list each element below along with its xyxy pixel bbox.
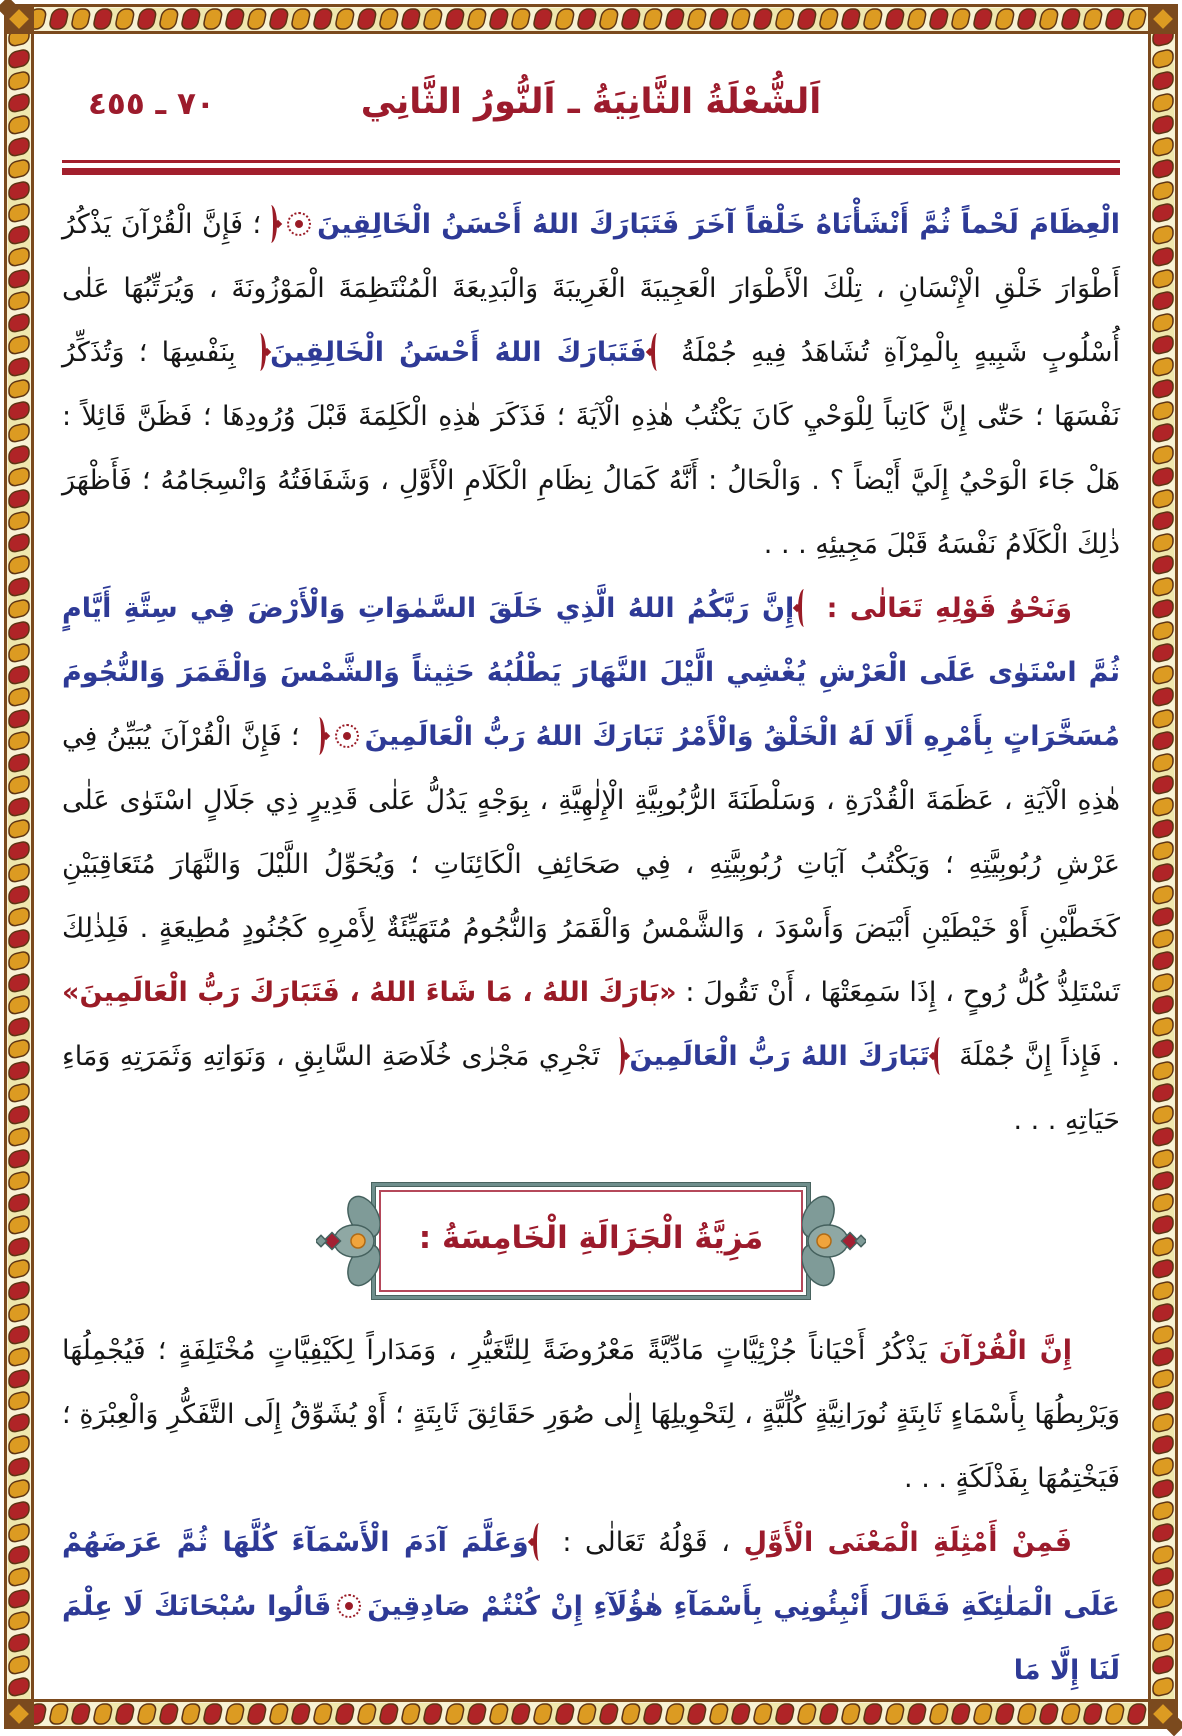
paragraph-2 [62, 577, 1120, 1153]
section-title-box [372, 1183, 810, 1299]
end-of-ayah-rosette-icon [337, 1594, 361, 1618]
page-title: اَلشُّعْلَةُ الثَّانِيَةُ ـ اَلنُّورُ الثَّانِي [360, 82, 822, 122]
ornate-bracket-open-icon [651, 333, 663, 371]
paragraph-1 [62, 193, 1120, 577]
ornate-bracket-close-icon [265, 205, 277, 243]
body-run: . فَإِذاً إِنَّ جُمْلَةَ [949, 1041, 1120, 1072]
paragraph-4 [62, 1511, 1120, 1703]
header-divider-rule [62, 160, 1120, 175]
border-bottom-chain [4, 1699, 1178, 1729]
body-run: ؛ فَإِنَّ الْقُرْآنَ يُبَيِّنُ فِي هٰذِهِ الْآيَةِ ، عَظَمَةَ الْقُدْرَةِ ، وَسَلْطَنَةَ الرُّبُوبِيَّةِ الْإِلٰهِيَّةِ ، بِوَجْهٍ يَدُلُّ عَلٰى قَدِيرٍ ذِي جَلَالٍ اسْتَوٰى عَلٰى عَرْشِ رُبُوبِيَّتِهِ ؛ وَيَكْتُبُ آيَاتِ رُبُوبِيَّتِهِ ، فِي صَحَائِفِ الْكَائِنَاتِ ؛ وَيُحَوِّلُ اللَّيْلَ وَالنَّهَارَ مُتَعَاقِبَيْنِ كَخَطَّيْنِ أَوْ خَيْطَيْنِ أَبْيَضَ وَأَسْوَدَ ، وَالشَّمْسُ وَالْقَمَرُ وَالنُّجُومُ مُتَهَيِّئَةٌ لِأَمْرِهِ كَجُنُودٍ مُطِيعَةٍ . فَلِذٰلِكَ تَسْتَلِذُّ كُلُّ رُوحٍ ، إِذَا سَمِعَتْهَا ، أَنْ تَقُولَ : [62, 721, 1120, 1008]
end-of-ayah-rosette-icon [287, 212, 311, 236]
floral-ornament-icon [802, 1187, 866, 1295]
ornate-bracket-close-icon [613, 1037, 625, 1075]
body-run: ، قَوْلُهُ تَعَالٰى : [548, 1527, 744, 1558]
ornate-bracket-close-icon [254, 333, 266, 371]
quran-verse: قَالُوا سُبْحَانَكَ لَا عِلْمَ لَنَا إِلَّا مَا [62, 1591, 1120, 1686]
quran-verse: تَبَارَكَ اللهُ رَبُّ الْعَالَمِينَ [629, 1041, 930, 1072]
border-corner-icon [4, 1699, 34, 1729]
body-run: بِنَفْسِهَا ؛ وَتُذَكِّرُ نَفْسَهَا ؛ حَتّٰى إِنَّ كَاتِباً لِلْوَحْيِ كَانَ يَكْتُبُ هٰذِهِ الْآيَةَ ؛ فَذَكَرَ هٰذِهِ الْكَلِمَةَ قَبْلَ وُرُودِهَا ؛ فَظَنَّ قَائِلاً : هَلْ جَاءَ الْوَحْيُ إِلَيَّ أَيْضاً ؟ . وَالْحَالُ : أَنَّهُ كَمَالُ نِظَامِ الْكَلَامِ الْأَوَّلِ ، وَشَفَافَتُهُ وَانْسِجَامُهُ ؛ فَأَظْهَرَ ذٰلِكَ الْكَلَامُ نَفْسَهُ قَبْلَ مَجِيئِهِ . . . [62, 337, 1120, 560]
quran-verse: فَتَبَارَكَ اللهُ أَحْسَنُ الْخَالِقِينَ [270, 337, 647, 368]
section-box-inner-frame [379, 1190, 803, 1292]
page-number: ٧٠ ـ ٤٥٥ [88, 86, 215, 122]
body-run: ؛ فَإِنَّ الْقُرْآنَ يَذْكُرُ أَطْوَارَ خَلْقِ الْإِنْسَانِ ، تِلْكَ الْأَطْوَارَ الْعَجِيبَةَ الْغَرِيبَةَ وَالْبَدِيعَةَ الْمُنْتَظِمَةَ الْمَوْزُونَةَ ، وَيُرَتِّبُهَا عَلٰى أُسْلُوبٍ شَبِيهٍ بِالْمِرْآةِ تُشَاهَدُ فِيهِ جُمْلَةُ [62, 209, 1120, 368]
quran-verse: الْعِظَامَ لَحْماً ثُمَّ أَنْشَأْنَاهُ خَلْقاً آخَرَ فَتَبَارَكَ اللهُ أَحْسَنُ الْخَالِقِينَ [317, 209, 1121, 240]
border-corner-icon [1148, 4, 1178, 34]
lead-in-red: إِنَّ الْقُرْآنَ [938, 1335, 1072, 1366]
body-text [62, 193, 1120, 1703]
page-header [62, 56, 1120, 152]
ornate-bracket-open-icon [934, 1037, 946, 1075]
invocation-quote: «بَارَكَ اللهُ ، مَا شَاءَ اللهُ ، فَتَبَارَكَ رَبُّ الْعَالَمِينَ» [62, 977, 677, 1008]
quran-verse: وَعَلَّمَ آدَمَ الْأَسْمَآءَ كُلَّهَا ثُمَّ عَرَضَهُمْ عَلَى الْمَلٰئِكَةِ فَقَالَ أَنْبِئُونِي بِأَسْمَآءِ هٰؤُلَآءِ إِنْ كُنْتُمْ صَادِقِينَ [62, 1527, 1121, 1622]
border-top-chain [4, 4, 1178, 34]
ornate-bracket-open-icon [533, 1523, 545, 1561]
lead-in-red: وَنَحْوُ قَوْلِهِ تَعَالٰى : [814, 593, 1072, 624]
body-run: تَجْرِي مَجْرٰى خُلَاصَةِ السَّابِقِ ، وَنَوَاتِهِ وَثَمَرَتِهِ وَمَاءِ حَيَاتِهِ . . . [62, 1041, 1120, 1136]
quran-verse: إِنَّ رَبَّكُمُ اللهُ الَّذِي خَلَقَ السَّمٰوَاتِ وَالْأَرْضَ فِي سِتَّةِ أَيَّامٍ ثُمَّ اسْتَوٰى عَلَى الْعَرْشِ يُغْشِي الَّيْلَ النَّهَارَ يَطْلُبُهُ حَثِيثاً وَالشَّمْسَ وَالْقَمَرَ وَالنُّجُومَ مُسَخَّرَاتٍ بِأَمْرِهِ أَلَا لَهُ الْخَلْقُ وَالْأَمْرُ تَبَارَكَ اللهُ رَبُّ الْعَالَمِينَ [62, 593, 1120, 752]
ornate-bracket-close-icon [313, 717, 325, 755]
page-content [62, 56, 1120, 1687]
floral-ornament-icon [316, 1187, 380, 1295]
border-left-chain [4, 4, 34, 1729]
ornate-bracket-open-icon [798, 589, 810, 627]
section-box-frame [372, 1183, 810, 1299]
paragraph-3 [62, 1319, 1120, 1511]
body-run: يَذْكُرُ أَحْيَاناً جُزْئِيَّاتٍ مَادِّيَّةً مَعْرُوضَةً لِلتَّغَيُّرِ ، وَمَدَاراً لِكَيْفِيَّاتٍ مُخْتَلِفَةٍ ؛ فَيُجْمِلُهَا وَيَرْبِطُهَا بِأَسْمَاءٍ ثَابِتَةٍ نُورَانِيَّةٍ كُلِّيَّةٍ ، لِتَحْوِيلِهَا إِلٰى صُوَرِ حَقَائِقَ ثَابِتَةٍ ؛ أَوْ يُشَوِّقُ إِلَى التَّفَكُّرِ وَالْعِبْرَةِ ؛ فَيَخْتِمُهَا بِفَذْلَكَةٍ . . . [62, 1335, 1120, 1494]
end-of-ayah-rosette-icon [335, 724, 359, 748]
border-right-chain [1148, 4, 1178, 1729]
section-title: مَزِيَّةُ الْجَزَالَةِ الْخَامِسَةُ : [418, 1220, 764, 1256]
lead-in-red: فَمِنْ أَمْثِلَةِ الْمَعْنَى الْأَوَّلِ [743, 1527, 1073, 1558]
